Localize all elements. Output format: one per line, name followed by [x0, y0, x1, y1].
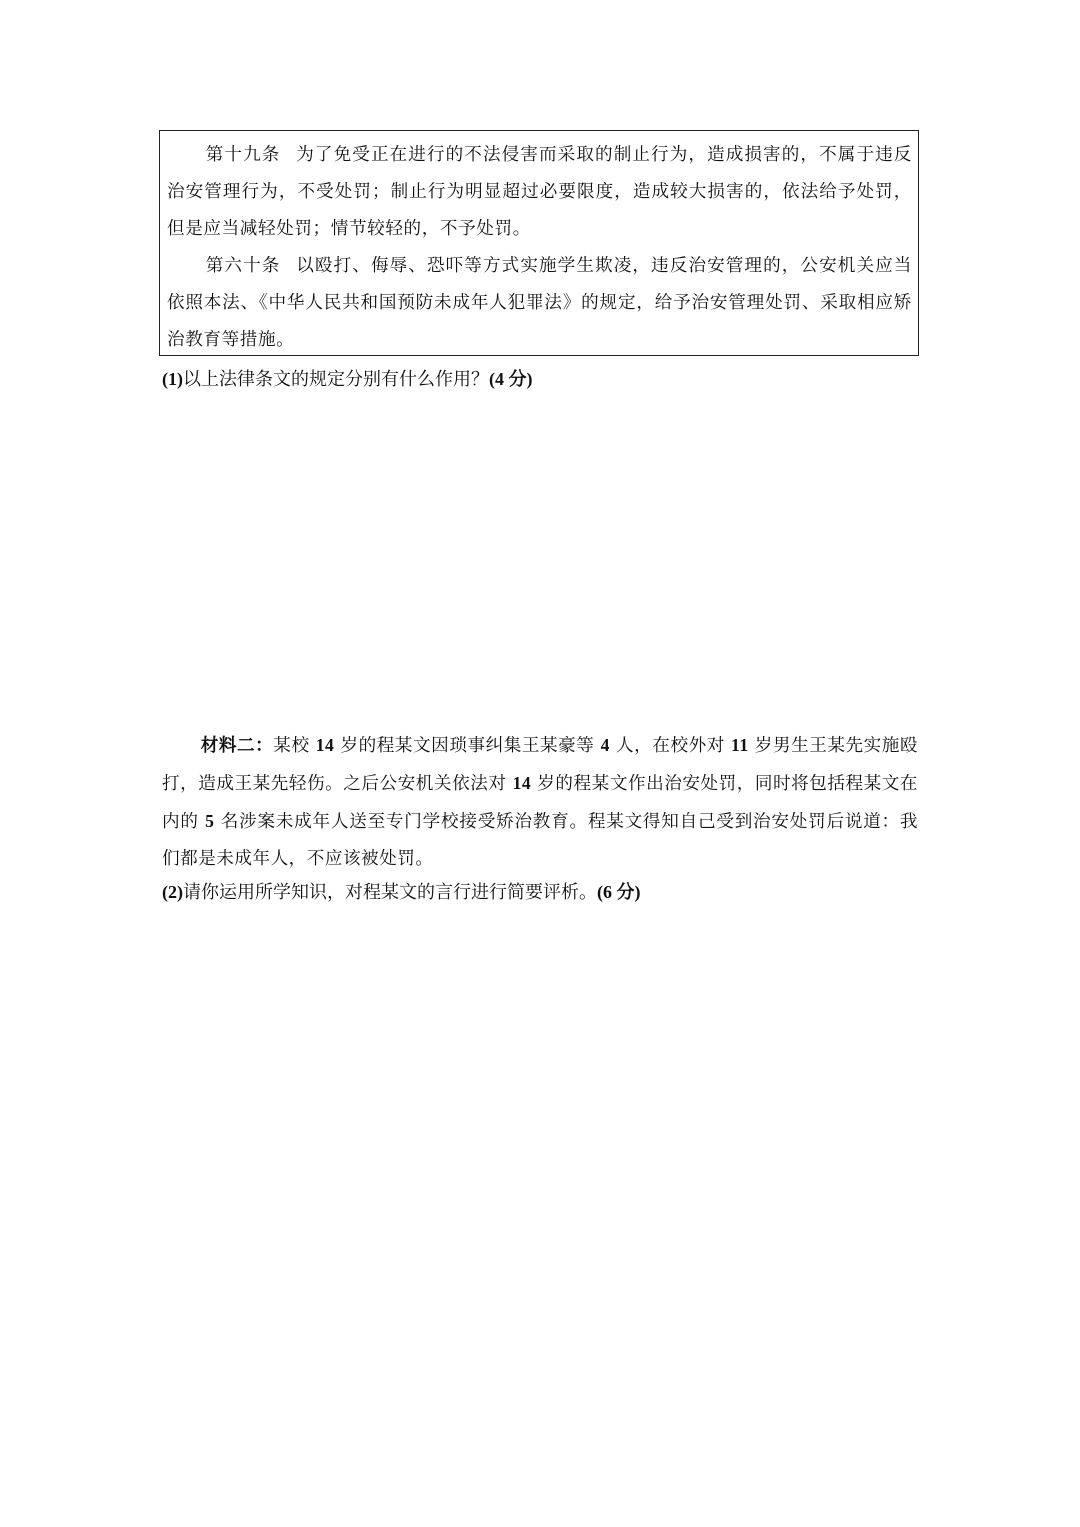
material-2-seg4: 岁男生王某先实施殴打，造成王某先轻伤。之后公安机关依法对 — [162, 736, 919, 794]
material-2-age3: 14 — [512, 773, 532, 793]
material-2-seg2: 岁的程某文因琐事纠集王某豪等 — [334, 736, 601, 756]
material-2-seg5: 岁的程某文作出治安处罚，同时将包括程某文在内的 — [162, 774, 918, 832]
article-60-text: 以殴打、侮辱、恐吓等方式实施学生欺凌，违反治安管理的，公安机关应当依照本法、《中华人民共和国预防未成年人犯罪法》的规定，给予治安管理处罚、采取相应矫治教育等措施。 — [167, 256, 912, 350]
material-2 — [162, 727, 918, 878]
material-2-count1: 4 — [600, 735, 610, 755]
article-60-number: 第六十条 — [205, 256, 281, 276]
material-2-age1: 14 — [315, 735, 335, 755]
question-1 — [162, 366, 922, 393]
article-19-text: 为了免受正在进行的不法侵害而采取的制止行为，造成损害的，不属于违反治安管理行为，不受处罚；制止行为明显超过必要限度，造成较大损害的，依法给予处罚，但是应当减轻处罚；情节较轻的，不予处罚。 — [167, 145, 912, 239]
material-2-label: 材料二： — [200, 736, 274, 756]
law-articles-box — [159, 130, 919, 356]
question-1-text: 以上法律条文的规定分别有什么作用？ — [183, 369, 489, 390]
material-2-age2: 11 — [731, 735, 749, 755]
article-19-number: 第十九条 — [205, 145, 281, 165]
question-1-number: (1) — [162, 369, 183, 389]
question-2 — [162, 879, 922, 906]
material-2-seg1: 某校 — [273, 736, 316, 756]
material-2-count2: 5 — [205, 811, 215, 831]
question-1-score: (4 分) — [489, 369, 533, 389]
question-2-score: (6 分) — [597, 882, 641, 902]
material-2-seg6: 名涉案未成年人送至专门学校接受矫治教育。程某文得知自己受到治安处罚后说道：我们都是未成年人，不应该被处罚。 — [162, 812, 918, 869]
article-60 — [167, 248, 912, 359]
article-19 — [167, 137, 912, 248]
question-2-number: (2) — [162, 882, 183, 902]
material-2-seg3: 人，在校外对 — [609, 736, 732, 756]
question-2-text: 请你运用所学知识，对程某文的言行进行简要评析。 — [183, 882, 597, 903]
